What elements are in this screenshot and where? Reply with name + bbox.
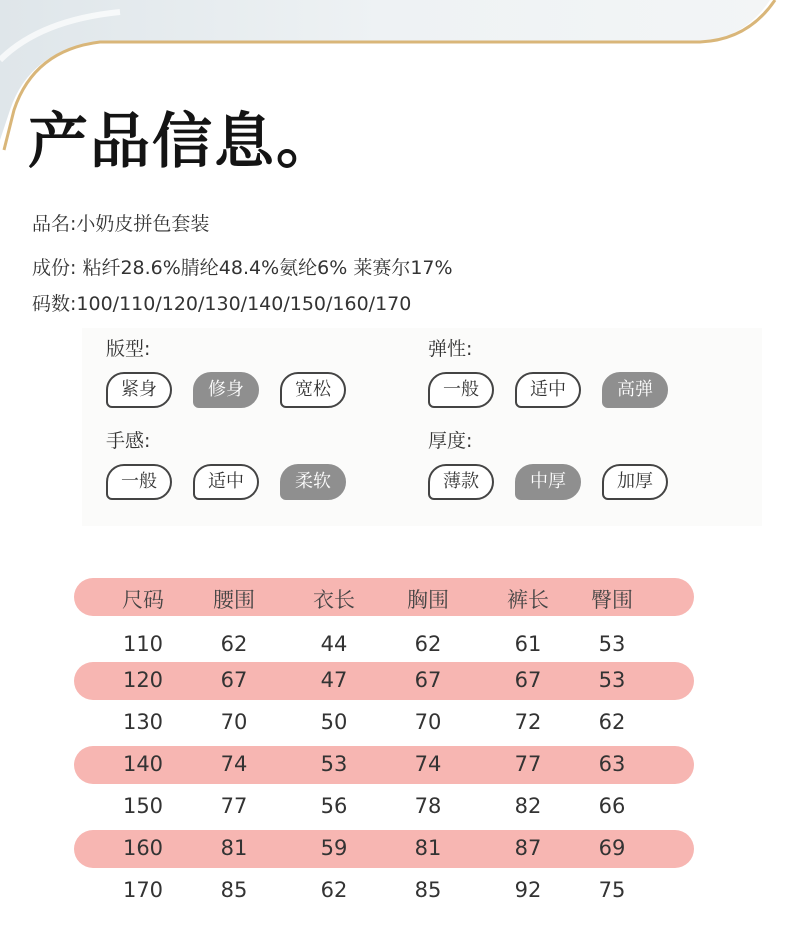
cell-chest: 62 bbox=[414, 632, 442, 656]
cell-pants-length: 72 bbox=[514, 710, 542, 734]
cell-waist: 77 bbox=[220, 794, 248, 818]
sizes-value: 100/110/120/130/140/150/160/170 bbox=[76, 293, 412, 315]
product-name-label: 品名: bbox=[32, 213, 77, 235]
elasticity-option-normal: 一般 bbox=[428, 372, 494, 408]
feel-option-normal: 一般 bbox=[106, 464, 172, 500]
cell-waist: 81 bbox=[220, 836, 248, 860]
cell-pants-length: 77 bbox=[514, 752, 542, 776]
cell-size: 170 bbox=[122, 878, 164, 902]
header-chest: 胸围 bbox=[407, 588, 449, 612]
cell-waist: 67 bbox=[220, 668, 248, 692]
sizes-line bbox=[32, 289, 411, 316]
elasticity-option-moderate: 适中 bbox=[515, 372, 581, 408]
cell-hip: 66 bbox=[598, 794, 626, 818]
feel-option-soft: 柔软 bbox=[280, 464, 346, 500]
cell-size: 160 bbox=[122, 836, 164, 860]
cell-chest: 85 bbox=[414, 878, 442, 902]
thickness-option-thin: 薄款 bbox=[428, 464, 494, 500]
header-waist: 腰围 bbox=[213, 588, 255, 612]
cell-size: 150 bbox=[122, 794, 164, 818]
cell-top-length: 50 bbox=[320, 710, 348, 734]
cell-top-length: 44 bbox=[320, 632, 348, 656]
cell-chest: 78 bbox=[414, 794, 442, 818]
cell-size: 130 bbox=[122, 710, 164, 734]
cell-pants-length: 87 bbox=[514, 836, 542, 860]
feel-option-moderate: 适中 bbox=[193, 464, 259, 500]
cell-hip: 69 bbox=[598, 836, 626, 860]
cell-hip: 75 bbox=[598, 878, 626, 902]
cell-top-length: 47 bbox=[320, 668, 348, 692]
elasticity-group bbox=[428, 336, 668, 408]
header-size: 尺码 bbox=[122, 588, 164, 612]
fit-option-tight: 紧身 bbox=[106, 372, 172, 408]
cell-pants-length: 92 bbox=[514, 878, 542, 902]
cell-chest: 70 bbox=[414, 710, 442, 734]
cell-top-length: 59 bbox=[320, 836, 348, 860]
cell-top-length: 62 bbox=[320, 878, 348, 902]
fit-option-slim: 修身 bbox=[193, 372, 259, 408]
cell-hip: 63 bbox=[598, 752, 626, 776]
composition-value: 粘纤28.6%腈纶48.4%氨纶6% 莱赛尔17% bbox=[76, 257, 453, 279]
cell-size: 110 bbox=[122, 632, 164, 656]
cell-hip: 53 bbox=[598, 668, 626, 692]
fit-group bbox=[106, 336, 346, 408]
cell-pants-length: 67 bbox=[514, 668, 542, 692]
cell-top-length: 53 bbox=[320, 752, 348, 776]
product-name-value: 小奶皮拼色套装 bbox=[76, 213, 210, 235]
product-name-line bbox=[32, 209, 209, 236]
composition-line bbox=[32, 253, 453, 280]
attribute-panel bbox=[82, 328, 762, 526]
cell-waist: 62 bbox=[220, 632, 248, 656]
thickness-option-thick: 加厚 bbox=[602, 464, 668, 500]
header-pants-length: 裤长 bbox=[507, 588, 549, 612]
cell-waist: 74 bbox=[220, 752, 248, 776]
cell-top-length: 56 bbox=[320, 794, 348, 818]
cell-pants-length: 61 bbox=[514, 632, 542, 656]
cell-size: 120 bbox=[122, 668, 164, 692]
cell-hip: 53 bbox=[598, 632, 626, 656]
composition-label: 成份: bbox=[32, 257, 77, 279]
cell-chest: 81 bbox=[414, 836, 442, 860]
elasticity-label: 弹性: bbox=[428, 338, 473, 360]
cell-chest: 74 bbox=[414, 752, 442, 776]
cell-chest: 67 bbox=[414, 668, 442, 692]
elasticity-option-high: 高弹 bbox=[602, 372, 668, 408]
thickness-group bbox=[428, 428, 668, 500]
thickness-label: 厚度: bbox=[428, 430, 473, 452]
cell-waist: 70 bbox=[220, 710, 248, 734]
cell-hip: 62 bbox=[598, 710, 626, 734]
thickness-option-medium: 中厚 bbox=[515, 464, 581, 500]
cell-waist: 85 bbox=[220, 878, 248, 902]
page-title: 产品信息。 bbox=[28, 107, 338, 177]
cell-pants-length: 82 bbox=[514, 794, 542, 818]
sizes-label: 码数: bbox=[32, 293, 77, 315]
cell-size: 140 bbox=[122, 752, 164, 776]
header-top-length: 衣长 bbox=[313, 588, 355, 612]
fit-label: 版型: bbox=[106, 338, 151, 360]
feel-label: 手感: bbox=[106, 430, 151, 452]
fit-option-loose: 宽松 bbox=[280, 372, 346, 408]
header-hip: 臀围 bbox=[591, 588, 633, 612]
feel-group bbox=[106, 428, 346, 500]
